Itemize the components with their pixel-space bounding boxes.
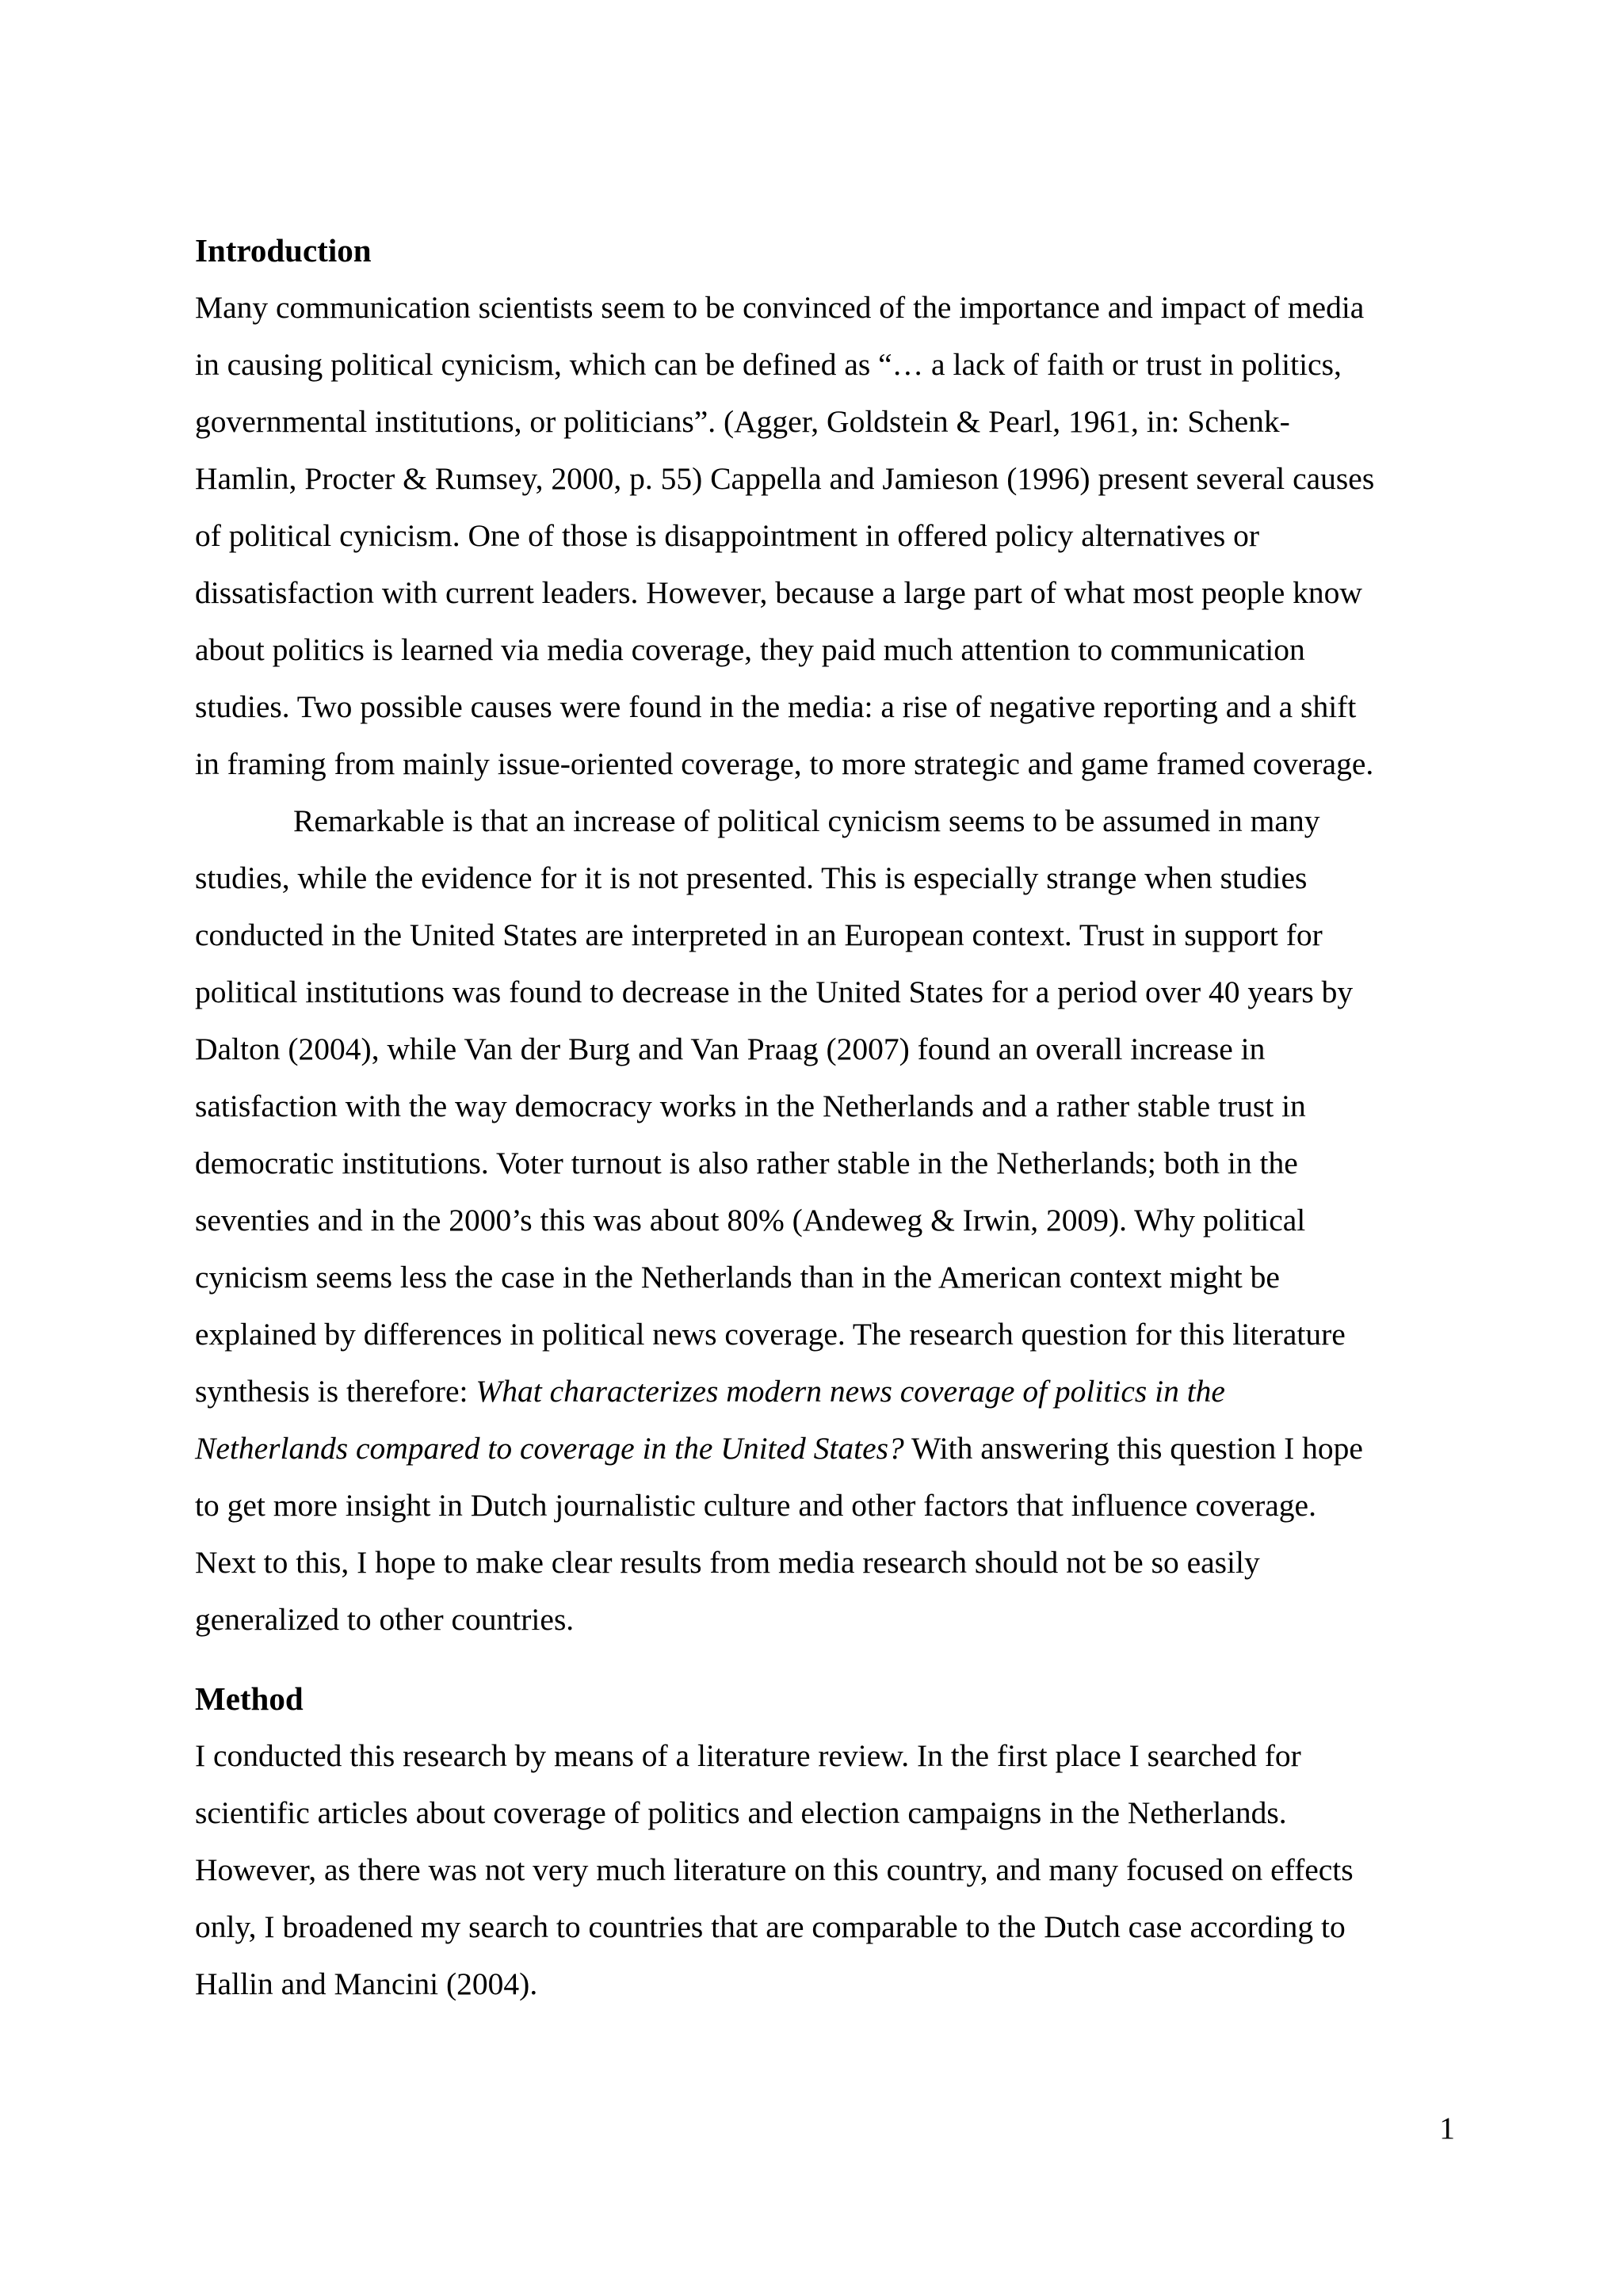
text-line: explained by differences in political news coverage. The research question for this literature: [195, 1317, 1346, 1352]
text-line: Many communication scientists seem to be convinced of the importance and impact of media: [195, 290, 1365, 325]
text-line: conducted in the United States are interpreted in an European context. Trust in support for: [195, 917, 1323, 952]
text-line: [195, 1363, 1447, 1420]
text-line: studies. Two possible causes were found in the media: a rise of negative reporting and a shift: [195, 689, 1357, 724]
text-line: governmental institutions, or politicians”. (Agger, Goldstein & Pearl, 1961, in: Schenk-: [195, 404, 1290, 439]
text-line: in causing political cynicism, which can be defined as “… a lack of faith or trust in politics,: [195, 347, 1342, 382]
text-line: to get more insight in Dutch journalistic culture and other factors that influence coverage.: [195, 1488, 1316, 1523]
text-line: However, as there was not very much literature on this country, and many focused on effects: [195, 1852, 1354, 1887]
text-line: seventies and in the 2000’s this was about 80% (Andeweg & Irwin, 2009). Why political: [195, 1203, 1306, 1238]
text-line: I conducted this research by means of a literature review. In the first place I searched for: [195, 1738, 1301, 1773]
text-line: Dalton (2004), while Van der Burg and Van Praag (2007) found an overall increase in: [195, 1032, 1266, 1066]
heading-introduction: Introduction: [195, 232, 372, 269]
research-question-italic: What characterizes modern news coverage of politics in the: [475, 1374, 1225, 1409]
text-line: satisfaction with the way democracy works in the Netherlands and a rather stable trust in: [195, 1089, 1306, 1123]
text-line: dissatisfaction with current leaders. However, because a large part of what most people know: [195, 575, 1362, 610]
page-content: [195, 222, 1447, 2012]
text-line: only, I broadened my search to countries that are comparable to the Dutch case according to: [195, 1909, 1346, 1944]
introduction-paragraph-2: [195, 792, 1447, 1648]
text-line: in framing from mainly issue-oriented coverage, to more strategic and game framed coverage.: [195, 746, 1374, 781]
text-run: synthesis is therefore:: [195, 1374, 476, 1409]
introduction-paragraph-1: [195, 279, 1447, 792]
research-question-italic: Netherlands compared to coverage in the United States?: [195, 1431, 904, 1466]
text-line: studies, while the evidence for it is not presented. This is especially strange when studies: [195, 860, 1308, 895]
text-line: cynicism seems less the case in the Netherlands than in the American context might be: [195, 1260, 1280, 1295]
text-line: Next to this, I hope to make clear results from media research should not be so easily: [195, 1545, 1260, 1580]
text-line: Hallin and Mancini (2004).: [195, 1966, 538, 2001]
heading-method: Method: [195, 1680, 304, 1717]
text-line: of political cynicism. One of those is disappointment in offered policy alternatives or: [195, 518, 1260, 553]
text-run: With answering this question I hope: [903, 1431, 1363, 1466]
text-line: [195, 1420, 1447, 1477]
text-line: generalized to other countries.: [195, 1602, 575, 1637]
text-line: scientific articles about coverage of politics and election campaigns in the Netherlands.: [195, 1795, 1287, 1830]
text-line: Hamlin, Procter & Rumsey, 2000, p. 55) Cappella and Jamieson (1996) present several causes: [195, 461, 1375, 496]
method-paragraph-1: [195, 1727, 1447, 2012]
text-line: democratic institutions. Voter turnout is also rather stable in the Netherlands; both in the: [195, 1146, 1298, 1180]
text-line: political institutions was found to decrease in the United States for a period over 40 years by: [195, 974, 1354, 1009]
text-line: about politics is learned via media coverage, they paid much attention to communication: [195, 632, 1305, 667]
page-number: 1: [1439, 2111, 1455, 2145]
text-line: Remarkable is that an increase of political cynicism seems to be assumed in many: [293, 803, 1320, 838]
